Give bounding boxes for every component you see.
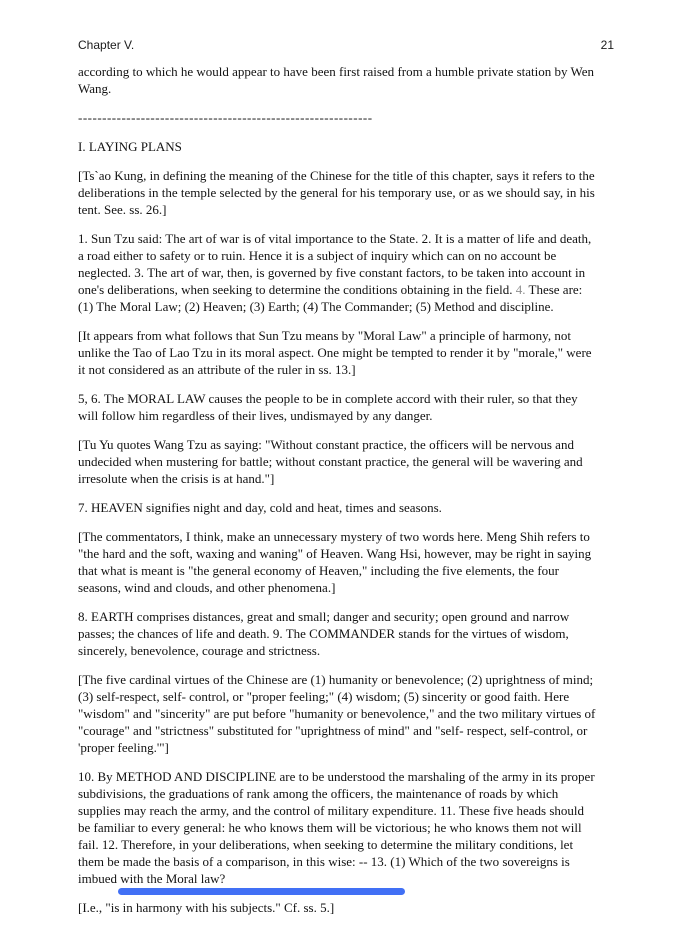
verse-paragraph-7: 7. HEAVEN signifies night and day, cold and heat, times and seasons. [78, 500, 442, 515]
commentary-paragraph-tu-yu: [Tu Yu quotes Wang Tzu as saying: "Without constant practice, the officers will be nervous and undecided when mustering for battle; without constant practice, the general will be wavering and irresolute when the crisis is at hand."] [78, 437, 583, 486]
verse-paragraph-8-9: 8. EARTH comprises distances, great and small; danger and security; open ground and narrow passes; the chances of life and death. 9. The COMMANDER stands for the virtues of wisdom, sincerely, benevolence, courage and strictness. [78, 609, 570, 658]
section-title: I. LAYING PLANS [78, 139, 182, 154]
commentary-paragraph-tsao-kung: [Ts`ao Kung, in defining the meaning of the Chinese for the title of this chapter, says it refers to the deliberations in the temple selected by the general for his temporary use, or as we should say, in his tent. See. ss. 26.] [78, 168, 595, 217]
verse-text: 1. Sun Tzu said: The art of war is of vital importance to the State. 2. It is a matter of life and death, a road either to safety or to ruin. Hence it is a subject of inquiry which can on no account be neglected. 3. The art of war, then, is governed by five constant factors, to be taken into account in one's deliberations, when seeking to determine the conditions obtaining in the field. [78, 231, 592, 297]
intro-line: according to which he would appear to have been first raised from a humble private station by Wen Wang. [78, 64, 595, 96]
horizontal-scrollbar-thumb[interactable] [118, 888, 405, 895]
verse-text: These are: (1) The Moral Law; (2) Heaven; (3) Earth; (4) The Commander; (5) Method and discipline. [78, 282, 583, 314]
verse-paragraph-5-6: 5, 6. The MORAL LAW causes the people to be in complete accord with their ruler, so that they will follow him regardless of their lives, undismayed by any danger. [78, 391, 578, 423]
verse-paragraph-1-4 [78, 230, 599, 315]
commentary-paragraph-five-virtues: [The five cardinal virtues of the Chinese are (1) humanity or benevolence; (2) uprightness of mind; (3) self-respect, self- control, or "proper feeling;" (4) wisdom; (5) sincerity or good faith. Here "wisdom" and "sincerity" are put before "humanity or benevolence," and the two military virtues of "courage" and "strictness" substituted for "uprightness of mind" and "self- respect, self-control, or 'proper feeling.'"] [78, 672, 596, 755]
section-divider: ------------------------------------------------------------- [78, 110, 373, 125]
document-body [78, 63, 599, 928]
verse-4-marker: 4. [515, 282, 526, 297]
commentary-paragraph-ie: [I.e., "is in harmony with his subjects." Cf. ss. 5.] [78, 900, 335, 915]
chapter-title: Chapter V. [78, 38, 135, 52]
commentary-paragraph-commentators: [The commentators, I think, make an unnecessary mystery of two words here. Meng Shih refers to "the hard and the soft, waxing and waning" of Heaven. Wang Hsi, however, may be right in saying that what is meant is "the general economy of Heaven," including the five elements, the four seasons, wind and clouds, and other phenomena.] [78, 529, 592, 595]
page-header [78, 38, 614, 52]
verse-paragraph-10-13: 10. By METHOD AND DISCIPLINE are to be understood the marshaling of the army in its proper subdivisions, the graduations of rank among the officers, the maintenance of roads by which supplies may reach the army, and the control of military expenditure. 11. These five heads should be familiar to every general: he who knows them will be victorious; he who knows them not will fail. 12. Therefore, in your deliberations, when seeking to determine the military conditions, let them be made the basis of a comparison, in this wise: -- 13. (1) Which of the two sovereigns is imbued with the Moral law? [78, 769, 595, 886]
commentary-paragraph-moral-law: [It appears from what follows that Sun Tzu means by "Moral Law" a principle of harmony, not unlike the Tao of Lao Tzu in its moral aspect. One might be tempted to render it by "morale," were it not considered as an attribute of the ruler in ss. 13.] [78, 328, 592, 377]
page-number: 21 [600, 38, 614, 52]
